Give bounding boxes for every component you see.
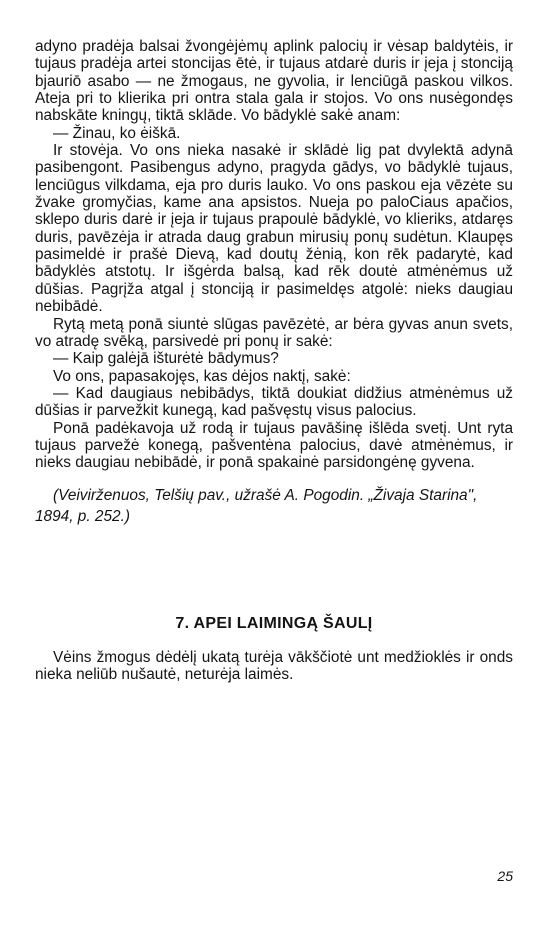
paragraph: Vo ons, papasakojęs, kas dėjos naktį, sakė:	[53, 367, 351, 385]
story-text	[35, 38, 513, 472]
paragraph: Vėins žmogus dėdėlį ukatą turėja vākščiotė unt medžioklės ir onds nieka neliūb nušautė, neturėja laimės.	[35, 648, 513, 683]
paragraph: Ponā padėkavoja už rodą ir tujaus pavāšinę išlēda svetį. Unt ryta tujaus parvežė konegą, pašventėna palocius, davė atmėnėmus, ir nieks daugiau nebibādė, ir ponā spakainė parsidongėnę gyvena.	[35, 419, 513, 472]
chapter-body	[35, 649, 513, 684]
paragraph: Rytą metą ponā siuntė slūgas pavēzėtė, ar bėra gyvas anun svets, vo atradę svēką, parsivedė pri ponų ir sakė:	[35, 315, 513, 350]
page-number: 25	[497, 868, 513, 884]
paragraph: adyno pradėja balsai žvongėjėmų aplink palocių ir vėsap baldytėis, ir tujaus pradėja artei stoncijas ētė, ir tujaus atdarė duris ir įeja į stonciją bjauriō asabo — ne žmogaus, ne gyvolia, ir lenciūgā paskou vilkos. Ateja pri to klierika pri ontra stala gala ir stojos. Vo ons nusėgondęs nabskāte kningų, tiktā sklāde. Vo bādyklė sakė anam:	[35, 38, 513, 125]
paragraph: Ir stovėja. Vo ons nieka nasakė ir sklādė lig pat dvylektā adynā pasibengont. Pasibengus adyno, pragyda gādys, vo bādyklė tujaus, lenciūgus vilkdama, eja pro duris lauko. Vo ons paskou eja vēzėte su žvake gromyčias, kame ana apsistos. Nueja po paloCiaus apačios, sklepo duris darė ir įeja ir tujaus prapoulė bādyklė, vo klieriks, atdaręs duris, pavēzėja ir atrada daug grabun mirusių ponų sudėtun. Klaupęs pasimeldė ir prašė Dievą, kad doutų žėnią, kon rēk padarytė, kad bādyklės atstotų. Ir išgėrda balsą, kad rēk doutė atmėnėmus už dūšias. Pagrįža atgal į stonciją ir pasimeldęs atgolė: nieks daugiau nebibādė.	[35, 142, 513, 316]
dialogue-line: — Žinau, ko ėiškā.	[53, 124, 181, 142]
dialogue-line: — Kad daugiaus nebibādys, tiktā doukiat didžius atmėnėmus už dūšias ir parvežkit kunegą, kad pašvęstų visus palocius.	[35, 384, 513, 420]
book-page	[35, 38, 513, 918]
chapter-heading: 7. APEI LAIMINGĄ ŠAULĮ	[175, 614, 373, 632]
dialogue-line: — Kaip galėjā išturėtė bādymus?	[53, 350, 279, 368]
source-citation: (Veivirženuos, Telšių pav., užrašė A. Pogodin. „Živaja Starina", 1894, p. 252.)	[35, 486, 478, 525]
